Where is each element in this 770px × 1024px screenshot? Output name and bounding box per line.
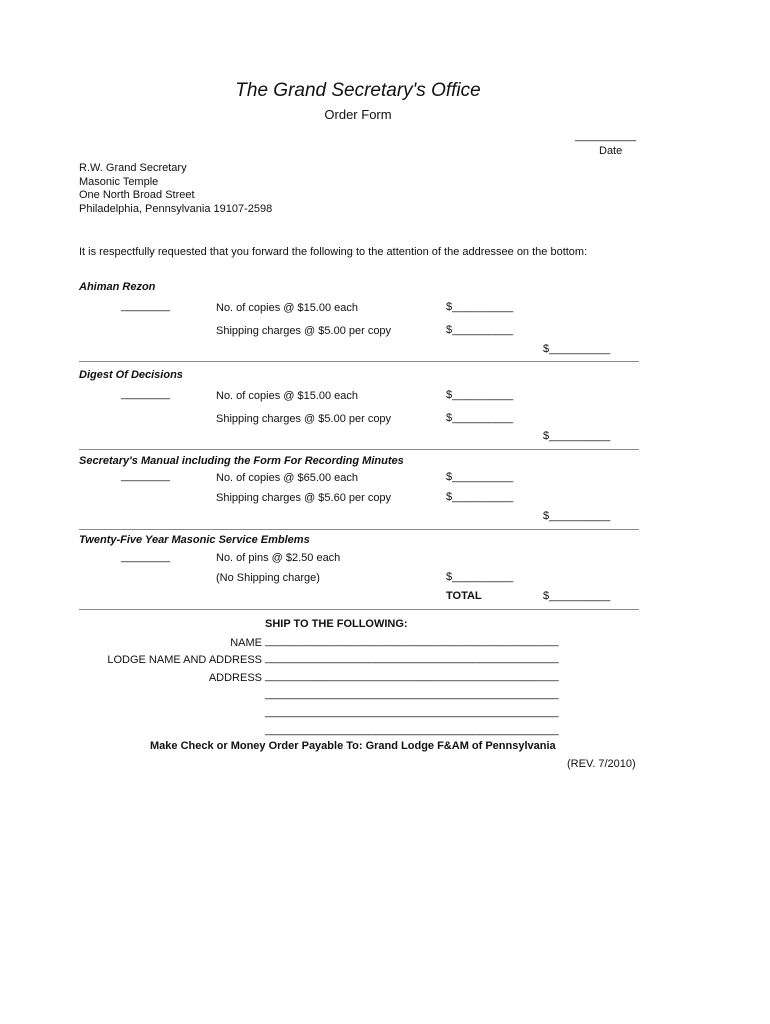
- quantity-field[interactable]: ________: [121, 388, 170, 400]
- shipping-line: Shipping charges @ $5.00 per copy: [216, 413, 392, 425]
- section-divider: [79, 361, 639, 362]
- subtotal-field[interactable]: $__________: [543, 343, 611, 355]
- shipping-line: (No Shipping charge): [216, 572, 320, 584]
- amount-field[interactable]: $__________: [446, 301, 514, 313]
- name-label: NAME: [230, 637, 262, 649]
- total-label: TOTAL: [446, 590, 482, 602]
- lodge-field[interactable]: ________________________________________________: [265, 652, 559, 664]
- address-line: R.W. Grand Secretary: [79, 162, 187, 174]
- section-title-service-emblems: Twenty-Five Year Masonic Service Emblems: [79, 534, 310, 546]
- address-line: Philadelphia, Pennsylvania 19107-2598: [79, 203, 273, 215]
- page-title: The Grand Secretary's Office: [235, 80, 481, 101]
- quantity-field[interactable]: ________: [121, 470, 170, 482]
- section-title-secretarys-manual: Secretary's Manual including the Form For Recording Minutes: [79, 455, 404, 467]
- quantity-field[interactable]: ________: [121, 551, 170, 563]
- subtotal-field[interactable]: $__________: [543, 510, 611, 522]
- request-text: It is respectfully requested that you forward the following to the attention of the addressee on the bottom:: [79, 246, 588, 258]
- address-field[interactable]: ________________________________________________: [265, 688, 559, 700]
- page-subtitle: Order Form: [324, 107, 392, 122]
- subtotal-field[interactable]: $__________: [543, 430, 611, 442]
- item-price-line: No. of copies @ $15.00 each: [216, 390, 359, 402]
- address-field[interactable]: ________________________________________________: [265, 724, 559, 736]
- total-field[interactable]: $__________: [543, 590, 611, 602]
- amount-field[interactable]: $__________: [446, 389, 514, 401]
- section-title-digest-of-decisions: Digest Of Decisions: [79, 369, 183, 381]
- address-field[interactable]: ________________________________________________: [265, 706, 559, 718]
- amount-field[interactable]: $__________: [446, 412, 514, 424]
- revision-note: (REV. 7/2010): [567, 758, 636, 770]
- section-divider: [79, 449, 639, 450]
- section-divider: [79, 529, 639, 530]
- name-field[interactable]: ________________________________________________: [265, 635, 559, 647]
- address-line: One North Broad Street: [79, 189, 195, 201]
- shipping-line: Shipping charges @ $5.60 per copy: [216, 492, 392, 504]
- item-price-line: No. of copies @ $15.00 each: [216, 302, 359, 314]
- address-line: Masonic Temple: [79, 176, 159, 188]
- section-divider: [79, 609, 639, 610]
- shipping-line: Shipping charges @ $5.00 per copy: [216, 325, 392, 337]
- amount-field[interactable]: $__________: [446, 571, 514, 583]
- address-label: ADDRESS: [208, 672, 262, 684]
- amount-field[interactable]: $__________: [446, 491, 514, 503]
- ship-to-heading: SHIP TO THE FOLLOWING:: [265, 618, 408, 630]
- section-title-ahiman-rezon: Ahiman Rezon: [79, 281, 156, 293]
- item-price-line: No. of copies @ $65.00 each: [216, 472, 359, 484]
- date-label: Date: [599, 145, 623, 157]
- item-price-line: No. of pins @ $2.50 each: [216, 552, 341, 564]
- quantity-field[interactable]: ________: [121, 300, 170, 312]
- address-field[interactable]: ________________________________________________: [265, 670, 559, 682]
- amount-field[interactable]: $__________: [446, 471, 514, 483]
- payable-note: Make Check or Money Order Payable To: Grand Lodge F&AM of Pennsylvania: [150, 740, 556, 752]
- lodge-label: LODGE NAME AND ADDRESS: [107, 654, 262, 666]
- amount-field[interactable]: $__________: [446, 324, 514, 336]
- date-field[interactable]: __________: [575, 130, 637, 142]
